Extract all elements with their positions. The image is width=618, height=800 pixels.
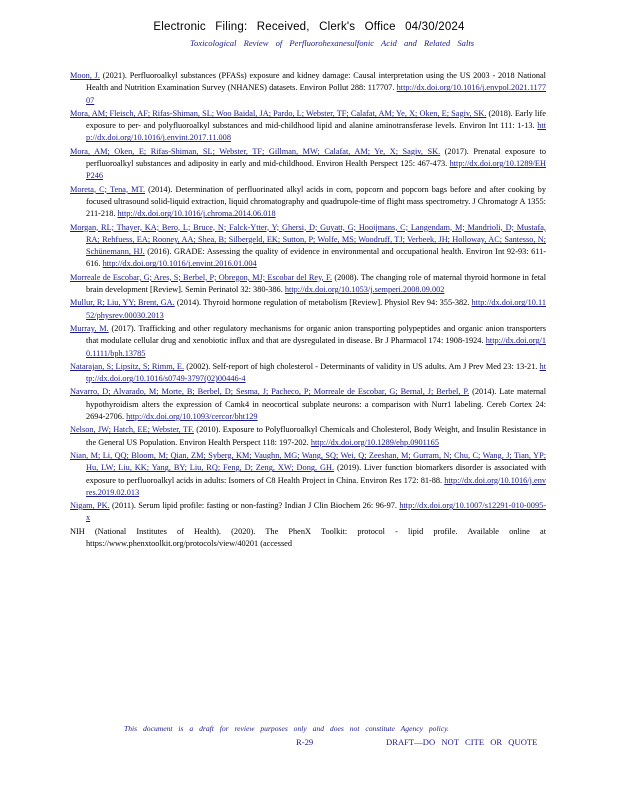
reference-text: (2018). Early life exposure to per- and polyfluoroalkyl substances and mid-childhood lipid and alanine aminotransferase levels. Environ Int 111: 1-13.	[86, 108, 546, 131]
reference-text: (2014). Late maternal hypothyroidism alters the expression of Camk4 in neocortical subplate neurons: a comparison with Nurr1 labeling. Cereb Cortex 24: 2694-2706.	[86, 387, 546, 422]
reference-authors[interactable]: Moreta, C; Tena, MT.	[70, 184, 146, 194]
reference-authors[interactable]: Nelson, JW; Hatch, EE; Webster, TF.	[70, 425, 194, 435]
reference-text: (2017). Prenatal exposure to perfluoroalkyl substances and adiposity in early and mid-childhood. Environ Health Perspect 125: 467-473.	[86, 146, 546, 169]
reference-text: (2008). The changing role of maternal thyroid hormone in fetal brain development [Review]. Semin Perinatol 32: 380-386.	[86, 272, 546, 295]
reference-entry	[70, 424, 546, 449]
reference-authors[interactable]: Mora, AM; Oken, E; Rifas-Shiman, SL; Webster, TF; Gillman, MW; Calafat, AM; Ye, X; Sagiv, SK.	[70, 146, 441, 156]
reference-doi-link[interactable]: http://dx.doi.org/10.1152/physrev.00030.2013	[86, 298, 546, 320]
reference-entry	[70, 361, 546, 386]
reference-text: (2019). Liver function biomarkers disorder is associated with exposure to perfluoroalkyl acids in adults: Isomers of C8 Health Project in China. Environ Res 172: 81-88.	[86, 463, 546, 485]
reference-doi-link[interactable]: http://dx.doi.org/10.1016/j.envres.2019.02.013	[86, 475, 546, 497]
reference-entry	[70, 297, 546, 322]
reference-entry	[70, 146, 546, 183]
reference-authors[interactable]: Mora, AM; Fleisch, AF; Rifas-Shiman, SL; Woo Baidal, JA; Pardo, L; Webster, TF; Calafat, AM; Ye, X; Oken, E; Sagiv, SK.	[70, 108, 487, 118]
reference-entry	[70, 323, 546, 360]
reference-entry	[70, 108, 546, 145]
reference-authors[interactable]: Morgan, RL; Thayer, KA; Bero, L; Bruce, N; Falck-Ytter, Y; Ghersi, D; Guyatt, G; Hooijmans, C; Langendam, M; Mandrioli, D; Mustafa, RA; Rehfuess, EA; Rooney, AA; Shea, B; Silbergeld, EK; Sutton, P; Wolfe, MS; Woodruff, TJ; Verbeek, JH; Holloway, AC; Santesso, N; Schünemann, HJ.	[70, 222, 546, 257]
reference-authors[interactable]: Nian, M; Li, QQ; Bloom, M; Qian, ZM; Syberg, KM; Vaughn, MG; Wang, SQ; Wei, Q; Zeeshan, M; Gurram, N; Chu, C; Wang, J; Tian, YP; Hu, LW; Liu, KK; Yang, BY; Liu, RQ; Feng, D; Zeng, XW; Dong, GH.	[70, 450, 546, 473]
reference-text: (2014). Determination of perfluorinated alkyl acids in corn, popcorn and popcorn bags before and after cooking by focused ultrasound solid-liquid extraction, liquid chromatography and quadrupole-time of flight mass spectrometry. J Chromatogr A 1355: 211-218.	[86, 184, 546, 219]
reference-doi-link[interactable]: http://dx.doi.org/10.1053/j.semperi.2008.09.002	[284, 285, 445, 295]
reference-authors[interactable]: Natarajan, S; Lipsitz, S; Rimm, E.	[70, 361, 185, 371]
reference-doi-link[interactable]: http://dx.doi.org/10.1289/ehp.0901165	[310, 437, 439, 447]
reference-text: NIH (National Institutes of Health). (2020). The PhenX Toolkit: protocol - lipid profile. Available online at https://www.phenxtoolkit.org/protocols/view/40201 (accessed	[70, 526, 546, 548]
reference-authors[interactable]: Moon, J.	[70, 71, 100, 80]
reference-entry	[70, 222, 546, 271]
reference-text: (2016). GRADE: Assessing the quality of evidence in environmental and occupational health. Environ Int 92-93: 611-616.	[86, 247, 546, 269]
reference-text: (2011). Serum lipid profile: fasting or non-fasting? Indian J Clin Biochem 26: 96-97.	[109, 501, 400, 511]
filing-stamp: Electronic Filing: Received, Clerk's Office 04/30/2024	[153, 21, 465, 33]
reference-doi-link[interactable]: http://dx.doi.org/10.1111/bph.13785	[86, 336, 546, 358]
reference-list	[70, 70, 546, 551]
reference-text: (2021). Perfluoroalkyl substances (PFASs) exposure and kidney damage: Causal interpretation using the US 2003 - 2018 National Health and Nutrition Examination Survey (NHANES) datasets. Environ Pollut 288: 117707.	[86, 71, 546, 93]
reference-entry	[70, 70, 546, 107]
reference-authors[interactable]: Morreale de Escobar, G; Ares, S; Berbel, P; Obregon, MJ; Escobar del Rey, F.	[70, 272, 333, 282]
reference-authors[interactable]: Navarro, D; Alvarado, M; Morte, B; Berbel, D; Sesma, J; Pacheco, P; Morreale de Escobar, G; Bernal, J; Berbel, P.	[70, 387, 470, 397]
reference-text: (2017). Trafficking and other regulatory mechanisms for organic anion transporting polypeptides and organic anion transporters that modulate cellular drug and xenobiotic influx and that are dysregulated in disease. Br J Pharmacol 174: 1908-1924.	[86, 323, 546, 346]
reference-doi-link[interactable]: http://dx.doi.org/10.1016/j.envint.2016.01.004	[102, 259, 257, 269]
page-number: R-29	[296, 737, 314, 747]
reference-doi-link[interactable]: http://dx.doi.org/10.1016/j.envint.2017.11.008	[86, 121, 546, 143]
reference-authors[interactable]: Mullur, R; Liu, YY; Brent, GA.	[70, 298, 175, 308]
draft-disclaimer: This document is a draft for review purposes only and does not constitute Agency policy.	[124, 724, 449, 733]
reference-text: (2010). Exposure to Polyfluoroalkyl Chemicals and Cholesterol, Body Weight, and Insulin Resistance in the General US Population. Environ Health Perspect 118: 197-202.	[86, 425, 546, 447]
draft-notice: DRAFT—DO NOT CITE OR QUOTE	[386, 737, 538, 747]
reference-doi-link[interactable]: http://dx.doi.org/10.1016/j.envpol.2021.117707	[86, 83, 546, 105]
reference-doi-link[interactable]: http://dx.doi.org/10.1007/s12291-010-0095-x	[86, 501, 546, 523]
reference-text: (2014). Thyroid hormone regulation of metabolism [Review]. Physiol Rev 94: 355-382.	[174, 298, 472, 308]
reference-text: (2002). Self-report of high cholesterol - Determinants of validity in US adults. Am J Prev Med 23: 13-21.	[184, 361, 540, 371]
reference-doi-link[interactable]: http://dx.doi.org/10.1016/j.chroma.2014.06.018	[117, 209, 276, 219]
reference-authors[interactable]: Murray, M.	[70, 323, 109, 333]
reference-entry	[70, 450, 546, 499]
reference-doi-link[interactable]: http://dx.doi.org/10.1016/s0749-3797(02)00446-4	[86, 361, 547, 384]
reference-entry	[70, 184, 546, 221]
reference-entry	[70, 386, 546, 423]
reference-doi-link[interactable]: http://dx.doi.org/10.1289/EHP246	[86, 159, 546, 181]
reference-authors[interactable]: Nigam, PK.	[70, 501, 110, 511]
reference-doi-link[interactable]: http://dx.doi.org/10.1093/cercor/bht129	[126, 412, 258, 422]
reference-entry	[70, 500, 546, 525]
running-title: Toxicological Review of Perfluorohexanesulfonic Acid and Related Salts	[190, 38, 475, 48]
reference-entry	[70, 526, 546, 551]
reference-entry	[70, 272, 546, 297]
